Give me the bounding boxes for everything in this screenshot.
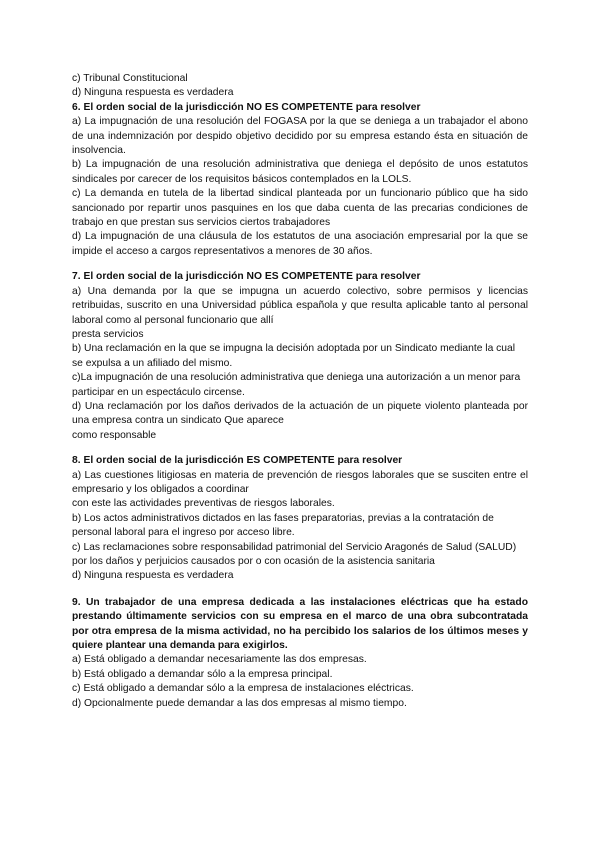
question-7-title: 7. El orden social de la jurisdicción NO ES COMPETENTE para resolver bbox=[72, 271, 421, 283]
question-6-option-d: d) La impugnación de una cláusula de los estatutos de una asociación empresarial por la que se impide el acceso a cargos representativos a menores de 30 años. bbox=[72, 231, 528, 257]
question-8-option-b: b) Los actos administrativos dictados en las fases preparatorias, previas a la contratación de personal laboral para el ingreso por acceso libre. bbox=[72, 512, 494, 539]
question-9-option-d: d) Opcionalmente puede demandar a las dos empresas al mismo tiempo. bbox=[72, 697, 407, 709]
question-8-option-a: a) Las cuestiones litigiosas en materia de prevención de riesgos laborales que se susciten entre el empresario y los obligados a coordinar bbox=[72, 469, 528, 495]
question-7-option-a-cont: presta servicios bbox=[72, 328, 144, 340]
question-7-option-b: b) Una reclamación en la que se impugna la decisión adoptada por un Sindicato mediante la cual se expulsa a un afiliado del mismo. bbox=[72, 343, 516, 369]
document-page bbox=[72, 72, 528, 711]
question-8-option-c: c) Las reclamaciones sobre responsabilidad patrimonial del Servicio Aragonés de Salud (SALUD) por los daños y perjuicios causados por o con ocasión de la asistencia sanitaria bbox=[72, 541, 517, 567]
question-9-option-a: a) Está obligado a demandar necesariamente las dos empresas. bbox=[72, 654, 367, 666]
question-7-option-d: d) Una reclamación por los daños derivados de la actuación de un piquete violento planteada por una empresa contra un sindicato Que aparece bbox=[72, 400, 528, 427]
question-8-option-d: d) Ninguna respuesta es verdadera bbox=[72, 570, 234, 582]
question-9-option-b: b) Está obligado a demandar sólo a la empresa principal. bbox=[72, 668, 333, 680]
question-7-option-d-cont: como responsable bbox=[72, 429, 157, 441]
option-c: c) Tribunal Constitucional bbox=[72, 73, 188, 84]
question-7-option-a: a) Una demanda por la que se impugna un acuerdo colectivo, sobre permisos y licencias retribuidas, suscrito en una Universidad pública española y que resulta aplicable tanto al personal laboral como al personal funcionario que allí bbox=[72, 285, 528, 326]
question-7 bbox=[72, 270, 528, 443]
question-9-option-c: c) Está obligado a demandar sólo a la empresa de instalaciones eléctricas. bbox=[72, 683, 414, 695]
question-6-option-c: c) La demanda en tutela de la libertad sindical planteada por un funcionario público que ha sido sancionado por repartir unos pasquines en los que daba cuenta de las precarias condiciones de trabajo en que prestan sus servicios ciertos trabajadores bbox=[72, 188, 528, 229]
question-9 bbox=[72, 596, 528, 711]
question-8-option-a-cont: con este las actividades preventivas de riesgos laborales. bbox=[72, 498, 335, 510]
question-6-option-b: b) La impugnación de una resolución administrativa que deniega el depósito de unos estatutos sindicales por carecer de los requisitos básicos contemplados en la LOLS. bbox=[72, 159, 528, 185]
question-8-title: 8. El orden social de la jurisdicción ES COMPETENTE para resolver bbox=[72, 455, 403, 467]
question-6-option-a: a) La impugnación de una resolución del FOGASA por la que se deniega a un trabajador el abono de una indemnización por despido objetivo decidido por su empresa estando ésta en situación de insolvencia. bbox=[72, 116, 528, 157]
option-d: d) Ninguna respuesta es verdadera bbox=[72, 87, 234, 99]
question-7-option-c: c)La impugnación de una resolución administrativa que deniega una autorización a un menor para participar en un espectáculo circense. bbox=[72, 372, 521, 398]
question-8 bbox=[72, 454, 528, 584]
question-6-title: 6. El orden social de la jurisdicción NO ES COMPETENTE para resolver bbox=[72, 101, 421, 113]
question-6 bbox=[72, 101, 528, 259]
question-9-title: 9. Un trabajador de una empresa dedicada a las instalaciones eléctricas que ha estado prestando últimamente servicios con su empresa en el marco de una obra subcontratada por otra empresa de la misma actividad, no ha percibido los salarios de los últimos meses y quiere plantear una demanda para exigirlos. bbox=[72, 596, 528, 652]
